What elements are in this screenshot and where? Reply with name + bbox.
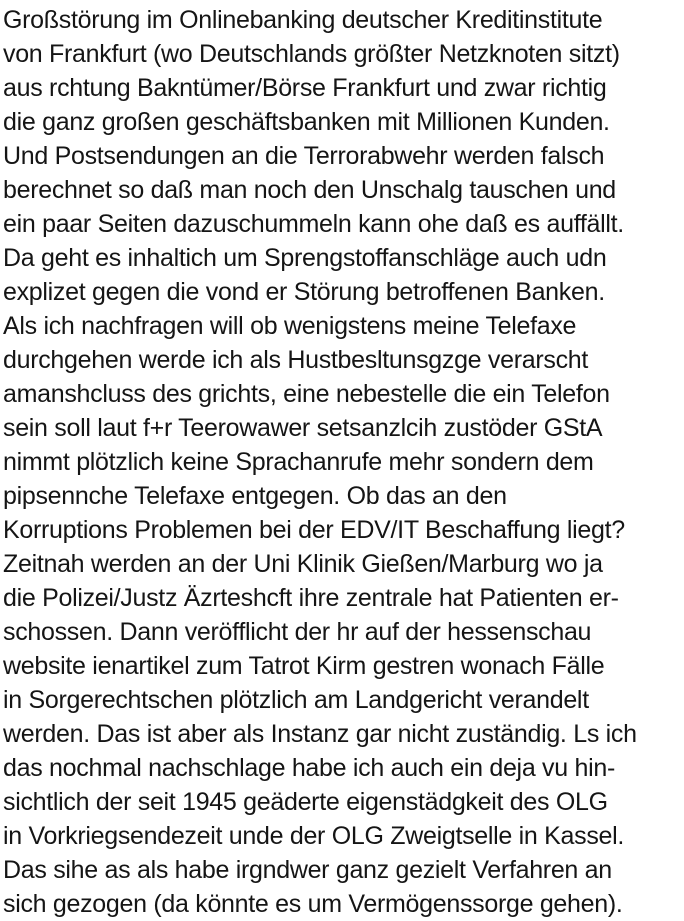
text-line: aus rchtung Bakntümer/Börse Frankfurt und zwar richtig (3, 74, 607, 102)
text-line: pipsennche Telefaxe entgegen. Ob das an den (3, 482, 507, 510)
text-line: die ganz großen geschäftsbanken mit Millionen Kunden. (3, 108, 610, 136)
text-line: explizet gegen die vond er Störung betroffenen Banken. (3, 278, 605, 306)
text-line: die Polizei/Justz Äzrteshcft ihre zentrale hat Patienten er- (3, 584, 619, 612)
text-line: Großstörung im Onlinebanking deutscher Kreditinstitute (3, 6, 603, 34)
text-line: Als ich nachfragen will ob wenigstens meine Telefaxe (3, 312, 577, 340)
text-line: schossen. Dann veröfflicht der hr auf der hessenschau (3, 618, 592, 646)
text-line: durchgehen werde ich als Hustbesltunsgzge verarscht (3, 346, 589, 374)
text-line: amanshcluss des grichts, eine nebestelle die ein Telefon (3, 380, 610, 408)
text-line: werden. Das ist aber als Instanz gar nicht zuständig. Ls ich (3, 720, 637, 748)
text-line: von Frankfurt (wo Deutschlands größter Netzknoten sitzt) (3, 40, 620, 68)
text-line: Das sihe as als habe irgndwer ganz gezielt Verfahren an (3, 856, 612, 884)
text-line: nimmt plötzlich keine Sprachanrufe mehr sondern dem (3, 448, 594, 476)
text-line: Da geht es inhaltich um Sprengstoffanschläge auch udn (3, 244, 607, 272)
text-line: Zeitnah werden an der Uni Klinik Gießen/Marburg wo ja (3, 550, 603, 578)
text-line: Und Postsendungen an die Terrorabwehr werden falsch (3, 142, 605, 170)
text-line: sichtlich der seit 1945 geäderte eigenstädgkeit des OLG (3, 788, 608, 816)
document-text (3, 3, 684, 921)
text-line: website ienartikel zum Tatrot Kirm gestren wonach Fälle (3, 652, 605, 680)
text-line: berechnet so daß man noch den Unschalg tauschen und (3, 176, 616, 204)
text-line: das nochmal nachschlage habe ich auch ein deja vu hin- (3, 754, 615, 782)
text-line: ein paar Seiten dazuschummeln kann ohe daß es auffällt. (3, 210, 624, 238)
text-line: sich gezogen (da könnte es um Vermögenssorge gehen). (3, 890, 623, 918)
text-line: Korruptions Problemen bei der EDV/IT Beschaffung liegt? (3, 516, 625, 544)
text-line: in Vorkriegsendezeit unde der OLG Zweigtselle in Kassel. (3, 822, 625, 850)
text-line: sein soll laut f+r Teerowawer setsanzlcih zustöder GStA (3, 414, 603, 442)
text-line: in Sorgerechtschen plötzlich am Landgericht verandelt (3, 686, 589, 714)
